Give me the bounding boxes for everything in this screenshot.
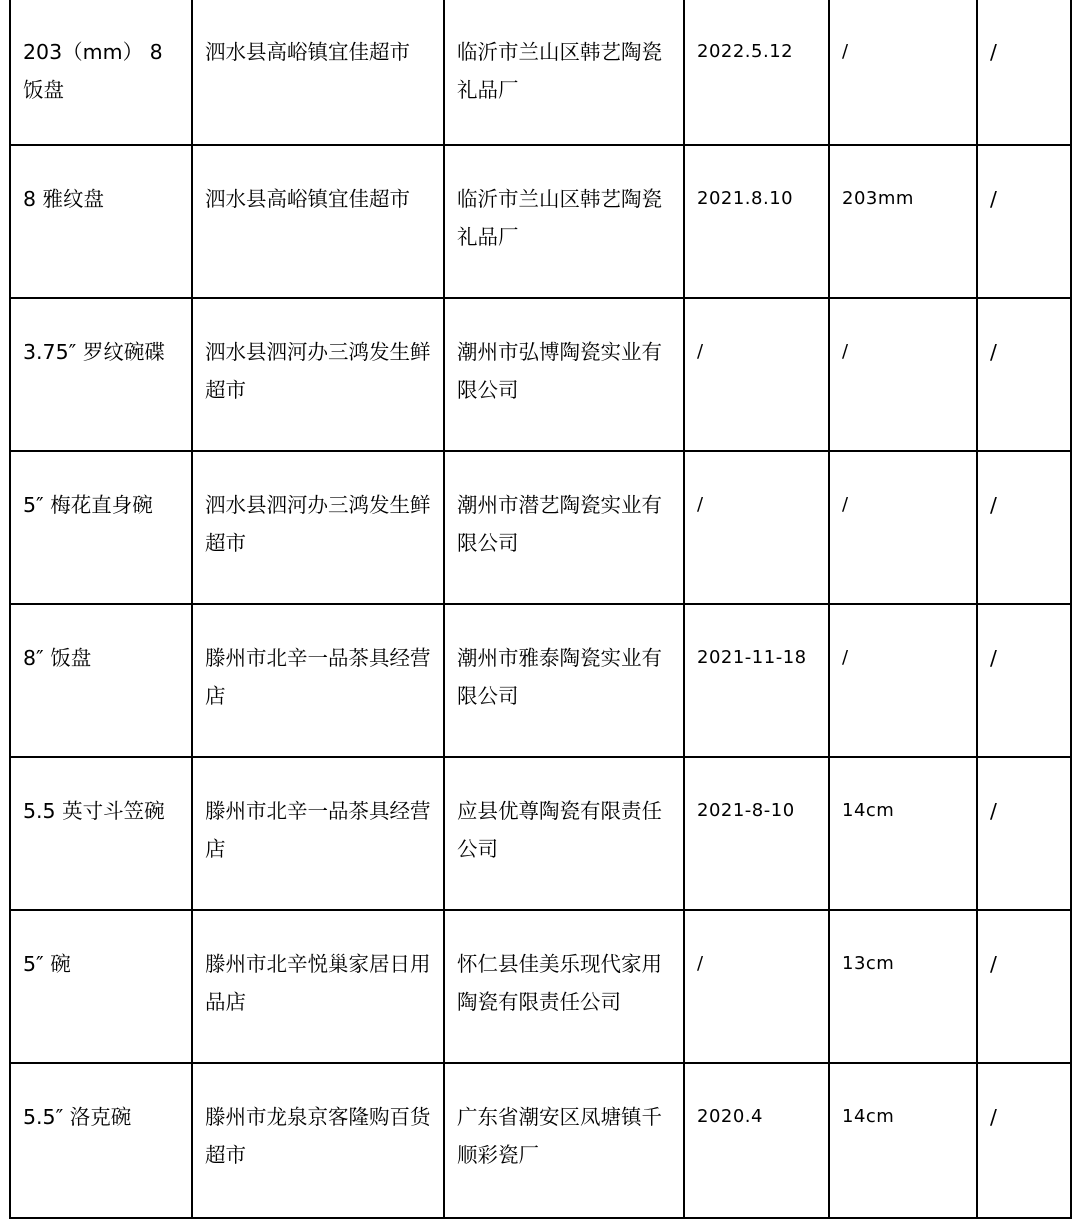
table-row (10, 451, 1071, 604)
production-date-cell: / (684, 451, 829, 604)
seller-cell: 滕州市北辛一品茶具经营店 (192, 604, 444, 757)
manufacturer-cell: 潮州市潜艺陶瓷实业有限公司 (444, 451, 684, 604)
specification-cell: / (829, 604, 977, 757)
manufacturer-cell: 应县优尊陶瓷有限责任公司 (444, 757, 684, 910)
production-date-cell: 2021-11-18 (684, 604, 829, 757)
manufacturer-cell: 临沂市兰山区韩艺陶瓷礼品厂 (444, 0, 684, 145)
specification-cell: / (829, 298, 977, 451)
specification-cell: 14cm (829, 757, 977, 910)
remarks-cell: / (977, 1063, 1071, 1218)
manufacturer-cell: 临沂市兰山区韩艺陶瓷礼品厂 (444, 145, 684, 298)
table-row (10, 145, 1071, 298)
remarks-cell: / (977, 451, 1071, 604)
seller-cell: 泗水县泗河办三鸿发生鲜超市 (192, 298, 444, 451)
production-date-cell: 2021-8-10 (684, 757, 829, 910)
product-name-cell: 203（mm） 8 饭盘 (10, 0, 192, 145)
product-name-cell: 5″ 梅花直身碗 (10, 451, 192, 604)
specification-cell: / (829, 451, 977, 604)
product-name-cell: 8 雅纹盘 (10, 145, 192, 298)
product-table-container (9, 0, 1070, 1219)
product-name-cell: 5.5 英寸斗笠碗 (10, 757, 192, 910)
remarks-cell: / (977, 0, 1071, 145)
production-date-cell: / (684, 910, 829, 1063)
specification-cell: 13cm (829, 910, 977, 1063)
remarks-cell: / (977, 145, 1071, 298)
production-date-cell: 2021.8.10 (684, 145, 829, 298)
production-date-cell: 2020.4 (684, 1063, 829, 1218)
remarks-cell: / (977, 298, 1071, 451)
seller-cell: 泗水县高峪镇宜佳超市 (192, 0, 444, 145)
manufacturer-cell: 潮州市弘博陶瓷实业有限公司 (444, 298, 684, 451)
seller-cell: 滕州市龙泉京客隆购百货超市 (192, 1063, 444, 1218)
remarks-cell: / (977, 910, 1071, 1063)
table-row (10, 298, 1071, 451)
product-name-cell: 5″ 碗 (10, 910, 192, 1063)
manufacturer-cell: 潮州市雅泰陶瓷实业有限公司 (444, 604, 684, 757)
table-row (10, 757, 1071, 910)
manufacturer-cell: 怀仁县佳美乐现代家用陶瓷有限责任公司 (444, 910, 684, 1063)
specification-cell: 203mm (829, 145, 977, 298)
product-table (9, 0, 1072, 1219)
manufacturer-cell: 广东省潮安区凤塘镇千顺彩瓷厂 (444, 1063, 684, 1218)
production-date-cell: 2022.5.12 (684, 0, 829, 145)
production-date-cell: / (684, 298, 829, 451)
remarks-cell: / (977, 757, 1071, 910)
table-row (10, 0, 1071, 145)
table-row (10, 604, 1071, 757)
product-name-cell: 3.75″ 罗纹碗碟 (10, 298, 192, 451)
seller-cell: 滕州市北辛一品茶具经营店 (192, 757, 444, 910)
specification-cell: 14cm (829, 1063, 977, 1218)
seller-cell: 泗水县高峪镇宜佳超市 (192, 145, 444, 298)
product-name-cell: 8″ 饭盘 (10, 604, 192, 757)
seller-cell: 泗水县泗河办三鸿发生鲜超市 (192, 451, 444, 604)
table-row (10, 910, 1071, 1063)
table-row (10, 1063, 1071, 1218)
seller-cell: 滕州市北辛悦巢家居日用品店 (192, 910, 444, 1063)
specification-cell: / (829, 0, 977, 145)
remarks-cell: / (977, 604, 1071, 757)
product-name-cell: 5.5″ 洛克碗 (10, 1063, 192, 1218)
